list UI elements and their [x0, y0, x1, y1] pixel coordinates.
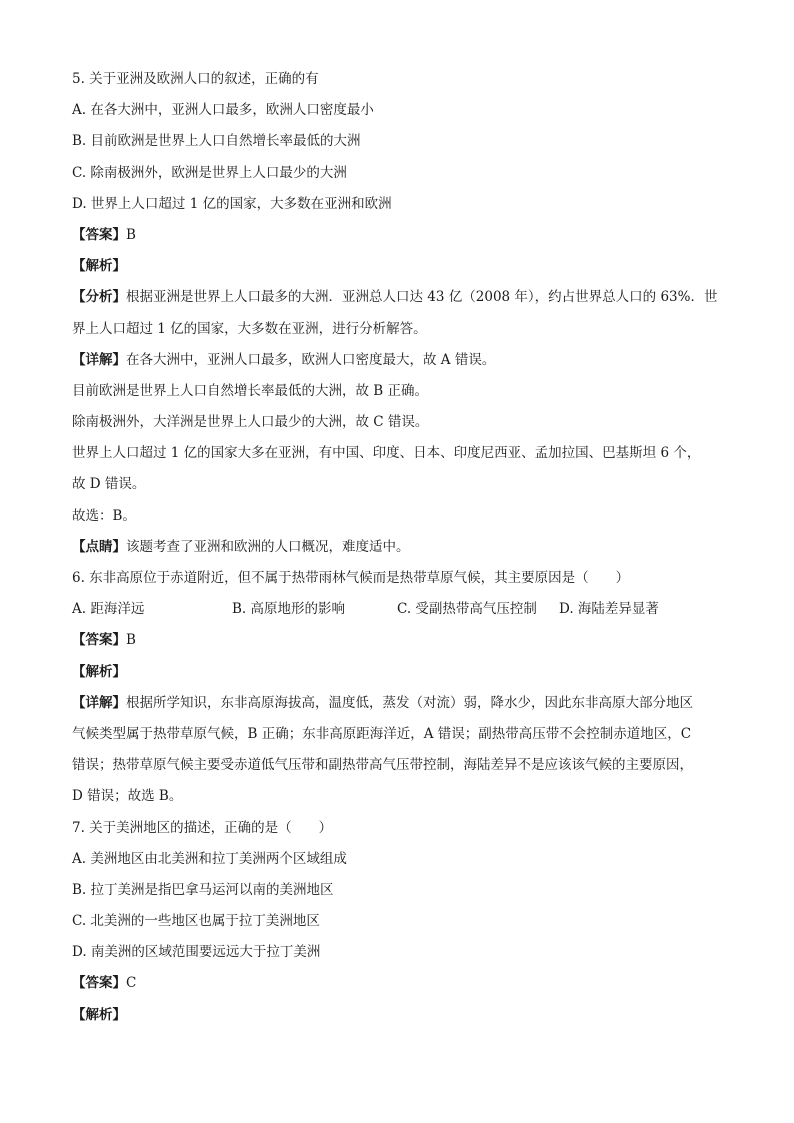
q6-options — [72, 594, 722, 625]
q7-analysis-heading — [72, 1000, 722, 1031]
q5-option-c: C. 除南极洲外，欧洲是世界上人口最少的大洲 — [72, 164, 347, 181]
q5-comment — [72, 532, 722, 563]
q6-detail-line3: 错误；热带草原气候主要受赤道低气压带和副热带高气压带控制，海陆差异不是应该该气候的主要原因， — [72, 757, 693, 774]
q7-answer — [72, 968, 722, 999]
q6-analysis-heading — [72, 657, 722, 688]
q5-option-d: D. 世界上人口超过 1 亿的国家，大多数在亚洲和欧洲 — [72, 195, 392, 212]
q7-option-b: B. 拉丁美洲是指巴拿马运河以南的美洲地区 — [72, 881, 334, 898]
q6-answer-value: B — [126, 632, 136, 649]
q6-detail-line4: D 错误；故选 B。 — [72, 788, 183, 805]
q7-answer-tag: 【答案】 — [72, 975, 126, 992]
q6-detail-line2: 气候类型属于热带草原气候，B 正确；东非高原距海洋近，A 错误；副热带高压带不会控制赤道地区，C — [72, 725, 692, 742]
q6-option-d: D. 海陆差异显著 — [559, 601, 659, 618]
q6-analysis-tag: 【解析】 — [72, 663, 126, 680]
q6-option-a: A. 距海洋远 — [72, 601, 145, 618]
q5-fenxi-tag: 【分析】 — [72, 289, 126, 306]
q6-detail-tag: 【详解】 — [72, 694, 126, 711]
q7-analysis-tag: 【解析】 — [72, 1006, 126, 1023]
q7-option-a: A. 美洲地区由北美洲和拉丁美洲两个区域组成 — [72, 850, 347, 867]
document-page — [72, 64, 722, 1031]
q5-choice: 故选：B。 — [72, 507, 136, 524]
q6-detail-line1 — [72, 688, 722, 719]
q7-answer-value: C — [126, 975, 137, 992]
q5-stem: 5. 关于亚洲及欧洲人口的叙述，正确的有 — [72, 71, 319, 87]
q6-option-b: B. 高原地形的影响 — [232, 601, 346, 618]
q6-answer — [72, 625, 722, 656]
q5-detail-line3: 除南极洲外，大洋洲是世界上人口最少的大洲，故 C 错误。 — [72, 414, 429, 431]
q5-answer-tag: 【答案】 — [72, 226, 126, 243]
q5-option-a: A. 在各大洲中，亚洲人口最多，欧洲人口密度最小 — [72, 102, 374, 119]
q5-detail-text1: 在各大洲中，亚洲人口最多，欧洲人口密度最大，故 A 错误。 — [126, 351, 496, 368]
q5-fenxi-line2: 界上人口超过 1 亿的国家，大多数在亚洲，进行分析解答。 — [72, 320, 427, 337]
q5-answer — [72, 220, 722, 251]
q5-detail-line2: 目前欧洲是世界上人口自然增长率最低的大洲，故 B 正确。 — [72, 382, 429, 399]
q6-detail-text1: 根据所学知识，东非高原海拔高，温度低，蒸发（对流）弱，降水少，因此东非高原大部分地区 — [126, 694, 693, 711]
q5-analysis-tag: 【解析】 — [72, 258, 126, 275]
q7-option-d: D. 南美洲的区域范围要远远大于拉丁美洲 — [72, 944, 321, 961]
q5-fenxi-line1 — [72, 282, 722, 313]
q5-detail-tag: 【详解】 — [72, 351, 126, 368]
q7-option-c: C. 北美洲的一些地区也属于拉丁美洲地区 — [72, 913, 320, 930]
q6-stem: 6. 东非高原位于赤道附近，但不属于热带雨林气候而是热带草原气候，其主要原因是（ ） — [72, 570, 630, 586]
q5-answer-value: B — [126, 226, 136, 243]
q5-detail-line4: 世界上人口超过 1 亿的国家大多在亚洲，有中国、印度、日本、印度尼西亚、孟加拉国、巴基斯坦 6 个， — [72, 445, 701, 462]
q5-option-b: B. 目前欧洲是世界上人口自然增长率最低的大洲 — [72, 133, 361, 150]
q5-detail-line1 — [72, 345, 722, 376]
q5-comment-tag: 【点睛】 — [72, 538, 126, 555]
q6-answer-tag: 【答案】 — [72, 632, 126, 649]
q7-stem: 7. 关于美洲地区的描述，正确的是（ ） — [72, 819, 333, 836]
q6-option-c: C. 受副热带高气压控制 — [397, 601, 537, 618]
q5-detail-line5: 故 D 错误。 — [72, 476, 146, 493]
q5-comment-text: 该题考查了亚洲和欧洲的人口概况，难度适中。 — [126, 538, 410, 555]
q5-analysis-heading — [72, 251, 722, 282]
q5-fenxi-text1: 根据亚洲是世界上人口最多的大洲．亚洲总人口达 43 亿（2008 年），约占世界总人口的 63%．世 — [126, 289, 718, 306]
